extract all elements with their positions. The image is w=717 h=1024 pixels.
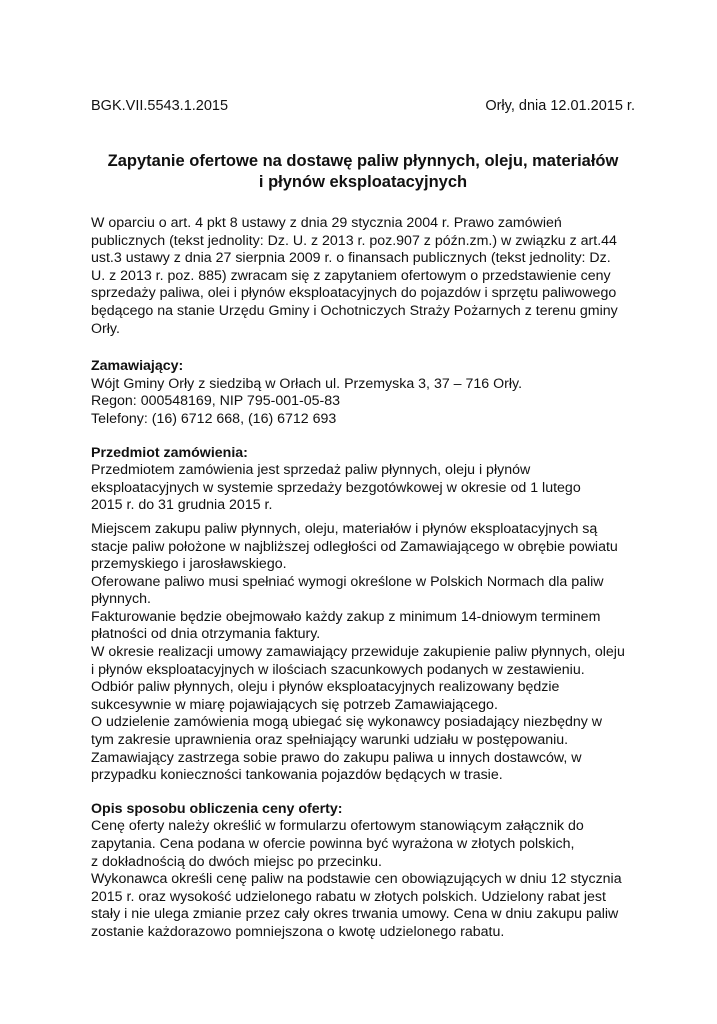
paragraph [91,750,635,785]
section-heading: Zamawiający: [91,358,184,375]
text-line: Telefony: (16) 6712 668, (16) 6712 693 [91,410,337,427]
text-line: Przedmiotem zamówienia jest sprzedaż paliw płynnych, oleju i płynów [91,462,531,479]
text-line: tym zakresie uprawnienia oraz spełniający warunki udziału w postępowaniu. [91,732,569,749]
text-line: Odbiór paliw płynnych, oleju i płynów eksploatacyjnych realizowany będzie [91,679,560,696]
paragraph [91,609,635,644]
reference-number: BGK.VII.5543.1.2015 [91,98,229,114]
text-line: Cenę oferty należy określić w formularzu ofertowym stanowiącym załącznik do [91,818,584,835]
text-line: O udzielenie zamówienia mogą ubiegać się wykonawcy posiadający niezbędny w [91,714,603,731]
text-line: zostanie każdorazowo pomniejszona o kwotę udzielonego rabatu. [91,923,505,940]
paragraph [91,574,635,609]
title-line: Zapytanie ofertowe na dostawę paliw płynnych, oleju, materiałów [107,152,619,170]
text-line: ust.3 ustawy z dnia 27 sierpnia 2009 r. o finansach publicznych (tekst jednolity: Dz. [91,250,611,267]
text-line: Zamawiający zastrzega sobie prawo do zakupu paliwa u innych dostawców, w [91,749,582,766]
text-line: sprzedaży paliwa, olei i płynów eksploatacyjnych do pojazdów i sprzętu paliwowego [91,285,617,302]
text-line: przemyskiego i jarosławskiego. [91,556,287,573]
paragraph [91,679,635,714]
text-line: W okresie realizacji umowy zamawiający przewiduje zakupienie paliw płynnych, oleju [91,644,625,661]
paragraph [91,714,635,749]
title-line: i płynów eksploatacyjnych [258,173,468,191]
paragraph [91,462,635,515]
text-line: z dokładnością do dwóch miejsc po przecinku. [91,853,382,870]
text-line: stacje paliw położone w najbliższej odległości od Zamawiającego w obrębie powiatu [91,538,618,555]
place-date: Orły, dnia 12.01.2015 r. [485,98,635,114]
text-line: publicznych (tekst jednolity: Dz. U. z 2013 r. poz.907 z późn.zm.) w związku z art.44 [91,232,617,249]
intro-paragraph [91,215,635,338]
text-line: sukcesywnie w miarę pojawiających się potrzeb Zamawiającego. [91,696,498,713]
text-line: i płynów eksploatacyjnych w ilościach szacunkowych podanych w zestawieniu. [91,661,585,678]
paragraph [91,521,635,574]
text-line: stały i nie ulega zmianie przez cały okres trwania umowy. Cena w dniu zakupu paliw [91,906,619,923]
section-opis [91,801,635,942]
text-line: 2015 r. oraz wysokość udzielonego rabatu w złotych polskich. Udzielony rabat jest [91,888,606,905]
section-heading: Opis sposobu obliczenia ceny oferty: [91,800,343,817]
document-header [91,97,635,115]
text-line: Wykonawca określi cenę paliw na podstawie cen obowiązujących w dniu 12 stycznia [91,871,622,888]
paragraph [91,644,635,679]
text-line: zapytania. Cena podana w ofercie powinna być wyrażona w złotych polskich, [91,836,575,852]
text-line: przypadku konieczności tankowania pojazdów będących w trasie. [91,767,503,784]
text-line: Wójt Gminy Orły z siedzibą w Orłach ul. Przemyska 3, 37 – 716 Orły. [91,375,523,392]
text-line: W oparciu o art. 4 pkt 8 ustawy z dnia 29 stycznia 2004 r. Prawo zamówień [91,215,562,231]
text-line: Regon: 000548169, NIP 795-001-05-83 [91,393,341,410]
text-line: będącego na stanie Urzędu Gminy i Ochotniczych Straży Pożarnych z terenu gminy [91,302,618,319]
text-line: 2015 r. do 31 grudnia 2015 r. [91,497,273,514]
text-line: Miejscem zakupu paliw płynnych, oleju, materiałów i płynów eksploatacyjnych są [91,520,598,537]
text-line: płatności od dnia otrzymania faktury. [91,626,321,643]
paragraph [91,818,635,871]
paragraph [91,871,635,941]
text-line: Orły. [91,320,120,337]
section-przedmiot [91,445,635,785]
section-heading: Przedmiot zamówienia: [91,444,248,461]
text-line: Oferowane paliwo musi spełniać wymogi określone w Polskich Normach dla paliw [91,573,604,590]
text-line: płynnych. [91,591,151,608]
section-zamawiajacy [91,358,635,428]
document-title [91,151,635,193]
text-line: Fakturowanie będzie obejmowało każdy zakup z minimum 14-dniowym terminem [91,608,601,625]
text-line: U. z 2013 r. poz. 885) zwracam się z zapytaniem ofertowym o przedstawienie ceny [91,267,611,284]
text-line: eksploatacyjnych w systemie sprzedaży bezgotówkowej w okresie od 1 lutego [91,479,581,496]
